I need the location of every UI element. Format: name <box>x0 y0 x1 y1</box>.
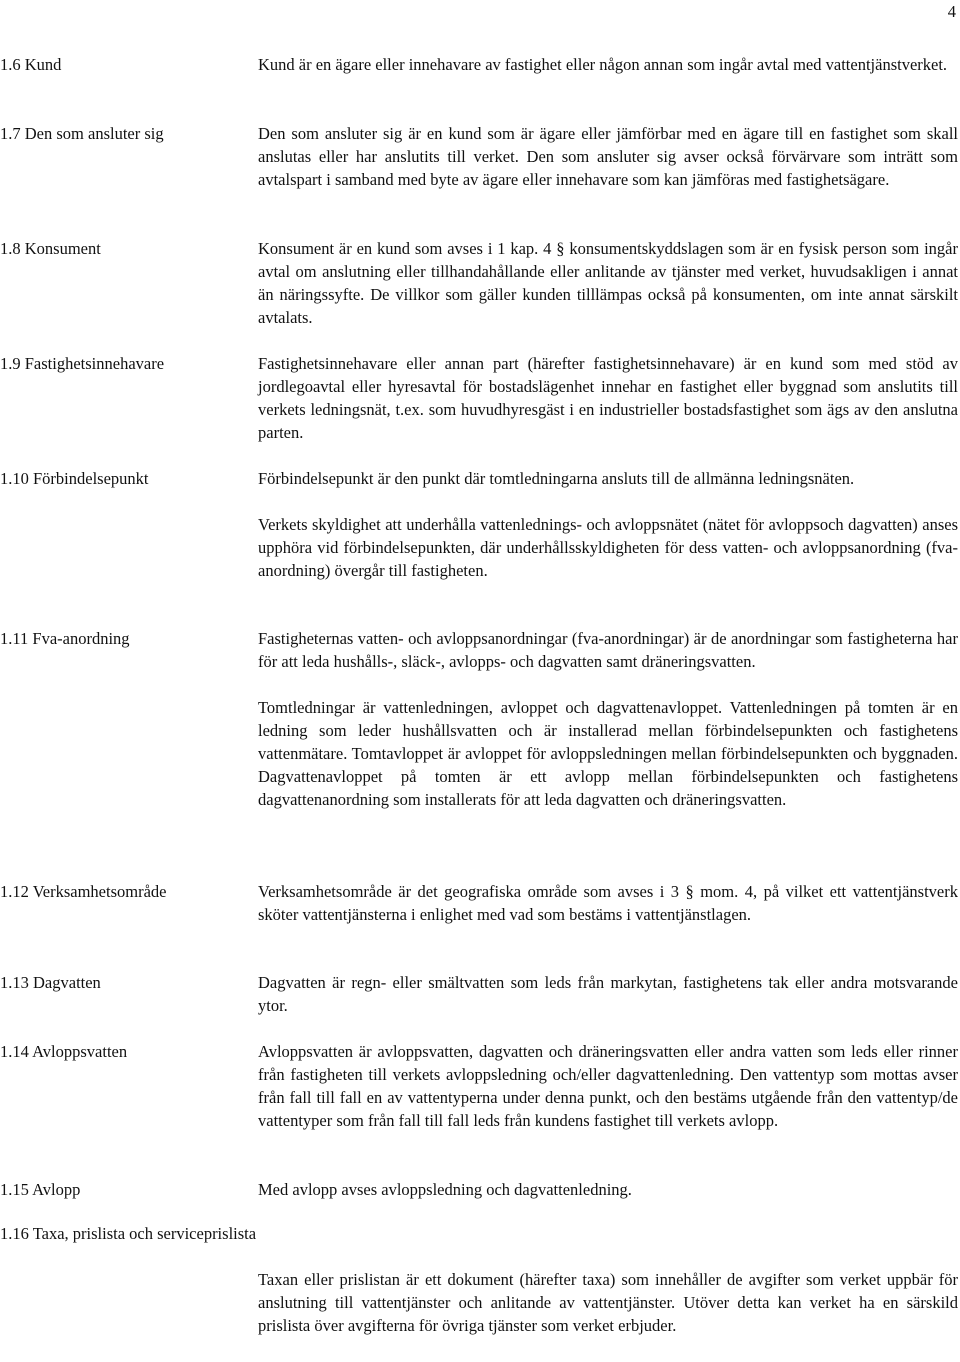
paragraph: Konsument är en kund som avses i 1 kap. 4 § konsumentskyddslagen som är en fysisk person som ingår avtal om anslutning eller tillhandahållande eller anlitande av tjänster med verket, huvudsakligen i annat än näringssyfte. De villkor som gäller kunden tilllämpas också på konsumenten, om inte annat särskilt avtalats. <box>258 239 958 327</box>
term-label: 1.12 Verksamhetsområde <box>0 882 167 901</box>
paragraph: Verksamhetsområde är det geografiska område som avses i 3 § mom. 4, på vilket ett vattentjänstverk sköter vattentjänsterna i enlighet med vad som bestäms i vattentjänstlagen. <box>258 882 958 924</box>
definition-1-7 <box>0 122 960 191</box>
term-label: 1.15 Avlopp <box>0 1180 81 1199</box>
definition-text <box>258 971 958 1017</box>
definition-text <box>258 880 958 926</box>
term-label: 1.8 Konsument <box>0 239 101 258</box>
definition-text <box>258 352 958 444</box>
term-label: 1.6 Kund <box>0 55 62 74</box>
term-label: 1.9 Fastighetsinnehavare <box>0 354 165 373</box>
definition-text <box>258 1178 958 1201</box>
definition-text <box>258 467 958 582</box>
paragraph: Förbindelsepunkt är den punkt där tomtledningarna ansluts till de allmänna ledningsnäten. <box>258 469 855 488</box>
paragraph: Den som ansluter sig är en kund som är ägare eller jämförbar med en ägare till en fastighet som skall anslutas eller har anslutits till verket. Den som ansluter sig avser också förvärvare som inträtt som avtalspart i samband med byte av ägare eller innehavare som kan jämföras med fastighetsägare. <box>258 124 958 189</box>
paragraph: Avloppsvatten är avloppsvatten, dagvatten och dräneringsvatten eller andra vatten som leds eller rinner från fastigheten till verkets avloppsledning och/eller dagvattenledning. Den vattentyp som mottas avser från fall till fall en av vattentyperna under denna punkt, och den bestäms utgående från den vattentyp/de vattentyper som från fall till fall leds från kundens fastighet till verkets avlopp. <box>258 1042 958 1130</box>
definition-text-1-16: Taxan eller prislistan är ett dokument (härefter taxa) som innehåller de avgifter som verket uppbär för anslutning till vattentjänster och anlitande av vattentjänster. Utöver detta kan verket ha en särskild prislista över avgifterna för övriga tjänster som verket erbjuder. <box>258 1270 958 1335</box>
paragraph: Fastighetsinnehavare eller annan part (härefter fastighetsinnehavare) är en kund som med stöd av jordlegoavtal eller hyresavtal för bostadslägenhet innehar en fastighet eller byggnad som anslutits till verkets ledningsnät, t.ex. som huvudhyresgäst i en industrieller bostadsfastighet som ägs av den anslutna parten. <box>258 354 958 442</box>
paragraph: Tomtledningar är vattenledningen, avloppet och dagvattenavloppet. Vattenledningen på tomten är en ledning som leder hushållsvatten och är installerad mellan förbindelsepunkten och fastighetens vattenmätare. Tomtavloppet är avloppet för avloppsledningen mellan förbindelsepunkten och byggnaden. Dagvattenavloppet på tomten är ett avlopp mellan förbindelsepunkten och fastighetens dagvattenanordning som installerats för att leda dagvatten och dräneringsvatten. <box>258 698 958 809</box>
definition-1-11 <box>0 627 960 811</box>
page-number: 4 <box>947 2 956 21</box>
definition-1-15 <box>0 1178 960 1201</box>
definition-text <box>258 122 958 191</box>
paragraph: Med avlopp avses avloppsledning och dagvattenledning. <box>258 1180 632 1199</box>
definition-1-9 <box>0 352 960 444</box>
paragraph: Verkets skyldighet att underhålla vattenlednings- och avloppsnätet (nätet för avloppsoch dagvatten) anses upphöra vid förbindelsepunkten, där underhållsskyldigheten för dess vatten- och avloppsanordning (fva-anordning) övergår till fastigheten. <box>258 515 958 580</box>
definition-1-13 <box>0 971 960 1017</box>
paragraph: Fastigheternas vatten- och avloppsanordningar (fva-anordningar) är de anordningar som fastigheterna har för att leda hushålls-, släck-, avlopps- och dagvatten samt dräneringsvatten. <box>258 629 958 671</box>
definition-text <box>258 237 958 329</box>
term-label: 1.13 Dagvatten <box>0 973 101 992</box>
term-label: 1.7 Den som ansluter sig <box>0 124 164 143</box>
definition-text <box>258 1040 958 1132</box>
definition-1-14 <box>0 1040 960 1132</box>
definition-1-10 <box>0 467 960 582</box>
paragraph: Dagvatten är regn- eller smältvatten som leds från markytan, fastighetens tak eller andra motsvarande ytor. <box>258 973 958 1015</box>
term-label-1-16: 1.16 Taxa, prislista och serviceprislista <box>0 1224 257 1243</box>
definition-1-8 <box>0 237 960 329</box>
definition-text <box>258 627 958 811</box>
term-label: 1.14 Avloppsvatten <box>0 1042 128 1061</box>
term-label: 1.10 Förbindelsepunkt <box>0 469 149 488</box>
paragraph: Kund är en ägare eller innehavare av fastighet eller någon annan som ingår avtal med vattentjänstverket. <box>258 55 948 74</box>
term-label: 1.11 Fva-anordning <box>0 629 130 648</box>
definition-1-12 <box>0 880 960 926</box>
definition-text <box>258 53 958 76</box>
definition-1-6 <box>0 53 960 76</box>
